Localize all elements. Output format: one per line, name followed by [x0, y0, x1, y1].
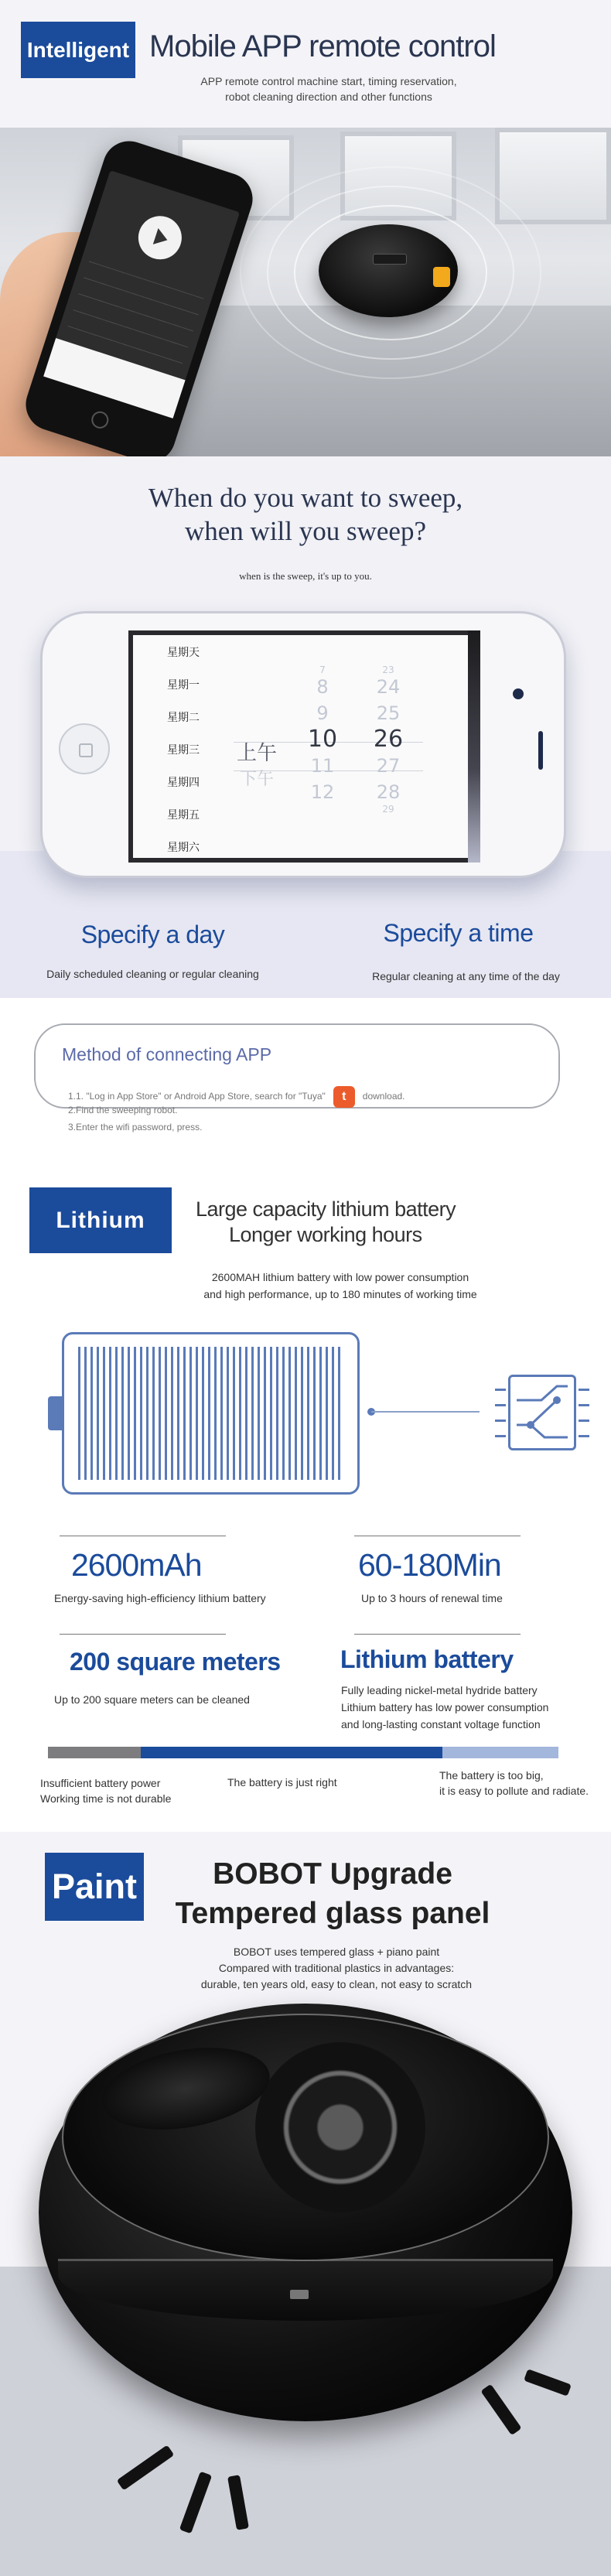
paint-subtitle-line3: durable, ten years old, easy to clean, not easy to scratch	[200, 1978, 473, 1990]
phone-home-button-icon	[89, 409, 111, 431]
stat-divider	[354, 1634, 521, 1635]
intelligent-subtitle	[147, 73, 510, 104]
front-camera-icon	[513, 688, 524, 699]
chip-pin	[495, 1389, 506, 1391]
specify-day-caption: Daily scheduled cleaning or regular cleaning	[46, 968, 259, 980]
specify-time-caption: Regular cleaning at any time of the day	[372, 970, 560, 982]
lithium-subtitle	[178, 1269, 503, 1303]
connect-app-steps	[68, 1086, 405, 1136]
battery-terminal-icon	[48, 1396, 62, 1430]
paint-badge: Paint	[45, 1853, 144, 1921]
ampm-option[interactable]: 上午	[236, 742, 277, 765]
home-button-icon	[59, 723, 110, 774]
battery-scale-high-label	[439, 1768, 589, 1799]
day-option[interactable]: 星期天	[167, 647, 200, 659]
picker-panel	[133, 635, 469, 858]
robot-display	[373, 254, 407, 265]
intelligent-title: Mobile APP remote control	[149, 29, 496, 63]
paint-subtitle-line2: Compared with traditional plastics in advantages:	[218, 1962, 455, 1974]
hour-option[interactable]: 7	[319, 664, 326, 675]
circuit-chip-icon	[508, 1375, 576, 1450]
chip-pin	[495, 1435, 506, 1437]
day-option[interactable]: 星期五	[167, 809, 200, 822]
battery-scale-high	[442, 1747, 558, 1758]
battery-scale-low	[48, 1747, 141, 1758]
connect-step-3: 3.Enter the wifi password, press.	[68, 1122, 203, 1133]
chip-pin	[495, 1404, 506, 1406]
stat-capacity-caption: Energy-saving high-efficiency lithium battery	[54, 1592, 266, 1604]
intelligent-badge: Intelligent	[21, 22, 135, 78]
stat-battery-type-value: Lithium battery	[340, 1645, 514, 1673]
minute-option[interactable]: 28	[376, 781, 401, 803]
paint-title-line1: BOBOT Upgrade	[213, 1857, 452, 1891]
paint-title	[162, 1854, 503, 1933]
play-icon	[133, 210, 188, 265]
hour-option[interactable]: 8	[316, 676, 329, 698]
circuit-trace-icon	[510, 1377, 574, 1448]
battery-scale-high-line1: The battery is too big,	[439, 1769, 544, 1782]
chip-pin	[579, 1435, 589, 1437]
hour-picker[interactable]	[299, 666, 346, 805]
stat-area-value: 200 square meters	[70, 1648, 281, 1676]
day-option[interactable]: 星期四	[167, 777, 200, 789]
minute-option[interactable]: 25	[376, 702, 401, 724]
stat-battery-type-caption-line3: and long-lasting constant voltage function	[341, 1718, 541, 1730]
specify-time-heading: Specify a time	[383, 919, 534, 947]
minute-option[interactable]: 29	[382, 804, 394, 815]
lithium-title-line1: Large capacity lithium battery	[196, 1197, 456, 1221]
schedule-title	[0, 481, 611, 548]
intelligent-subtitle-line2: robot cleaning direction and other functions	[225, 91, 432, 103]
connect-app-title: Method of connecting APP	[62, 1044, 272, 1064]
paint-title-line2: Tempered glass panel	[175, 1897, 490, 1930]
connect-step-1-download: download.	[362, 1091, 405, 1102]
stat-capacity-value: 2600mAh	[71, 1547, 202, 1583]
battery-scale-optimal	[141, 1747, 442, 1758]
hour-option[interactable]: 12	[310, 781, 335, 803]
robot-bumper-tag	[433, 267, 450, 287]
minute-option[interactable]: 23	[382, 664, 394, 675]
stat-battery-type-caption	[341, 1682, 548, 1733]
battery-cells	[78, 1347, 343, 1480]
minute-option[interactable]: 26	[373, 726, 404, 753]
stat-divider	[60, 1634, 226, 1635]
robot-vacuum-image	[319, 224, 458, 317]
schedule-picker-screen	[128, 630, 480, 863]
hour-option[interactable]: 9	[316, 702, 329, 724]
battery-icon	[62, 1332, 360, 1495]
connect-step-1-text: 1.1. "Log in App Store" or Android App Store, search for "Tuya"	[68, 1091, 326, 1102]
battery-scale-low-line1: Insufficient battery power	[40, 1777, 161, 1789]
battery-scale-low-line2: Working time is not durable	[40, 1792, 172, 1805]
battery-scale-optimal-label: The battery is just right	[227, 1776, 337, 1789]
paint-subtitle-line1: BOBOT uses tempered glass + piano paint	[233, 1946, 440, 1958]
paint-subtitle	[178, 1944, 495, 1993]
day-option[interactable]: 星期六	[167, 842, 200, 854]
chip-pin	[579, 1389, 589, 1391]
stat-battery-type-caption-line1: Fully leading nickel-metal hydride battery	[341, 1684, 538, 1696]
stat-runtime-caption: Up to 3 hours of renewal time	[361, 1592, 503, 1604]
glass-reflection-wheel	[255, 2042, 425, 2212]
chip-pin	[495, 1420, 506, 1422]
schedule-subtitle: when is the sweep, it's up to you.	[239, 570, 372, 582]
minute-picker[interactable]	[365, 666, 411, 813]
hour-option[interactable]: 10	[307, 726, 338, 753]
minute-option[interactable]: 24	[376, 676, 401, 698]
chip-pin	[579, 1420, 589, 1422]
ampm-option[interactable]: 下午	[239, 770, 274, 789]
day-option[interactable]: 星期一	[167, 679, 200, 692]
stat-runtime-value: 60-180Min	[358, 1547, 501, 1583]
stat-area-caption: Up to 200 square meters can be cleaned	[54, 1693, 250, 1706]
minute-option[interactable]: 27	[376, 755, 401, 777]
lithium-title	[196, 1197, 459, 1248]
screen-edge	[468, 630, 480, 863]
speaker-icon	[538, 731, 543, 770]
robot-logo-plate	[290, 2290, 309, 2299]
tuya-app-icon: t	[333, 1086, 355, 1108]
battery-scale-high-line2: it is easy to pollute and radiate.	[439, 1785, 589, 1797]
connector-line	[371, 1411, 480, 1413]
connect-step-2: 2.Find the sweeping robot.	[68, 1105, 178, 1115]
day-option[interactable]: 星期三	[167, 744, 200, 757]
lithium-subtitle-line2: and high performance, up to 180 minutes of working time	[203, 1288, 477, 1300]
stat-battery-type-caption-line2: Lithium battery has low power consumption	[341, 1701, 549, 1713]
specify-day-heading: Specify a day	[80, 921, 225, 948]
schedule-title-line2: when will you sweep?	[184, 516, 426, 546]
day-option[interactable]: 星期二	[167, 712, 200, 724]
lithium-badge: Lithium	[29, 1187, 172, 1253]
chip-pin	[579, 1404, 589, 1406]
day-list	[167, 644, 200, 872]
hour-option[interactable]: 11	[310, 755, 335, 777]
lithium-title-line2: Longer working hours	[229, 1223, 422, 1246]
lithium-subtitle-line1: 2600MAH lithium battery with low power consumption	[211, 1271, 469, 1283]
battery-scale-low-label	[40, 1775, 171, 1806]
ampm-picker[interactable]	[230, 737, 284, 790]
intelligent-subtitle-line1: APP remote control machine start, timing reservation,	[200, 75, 457, 87]
schedule-title-line1: When do you want to sweep,	[148, 483, 463, 513]
